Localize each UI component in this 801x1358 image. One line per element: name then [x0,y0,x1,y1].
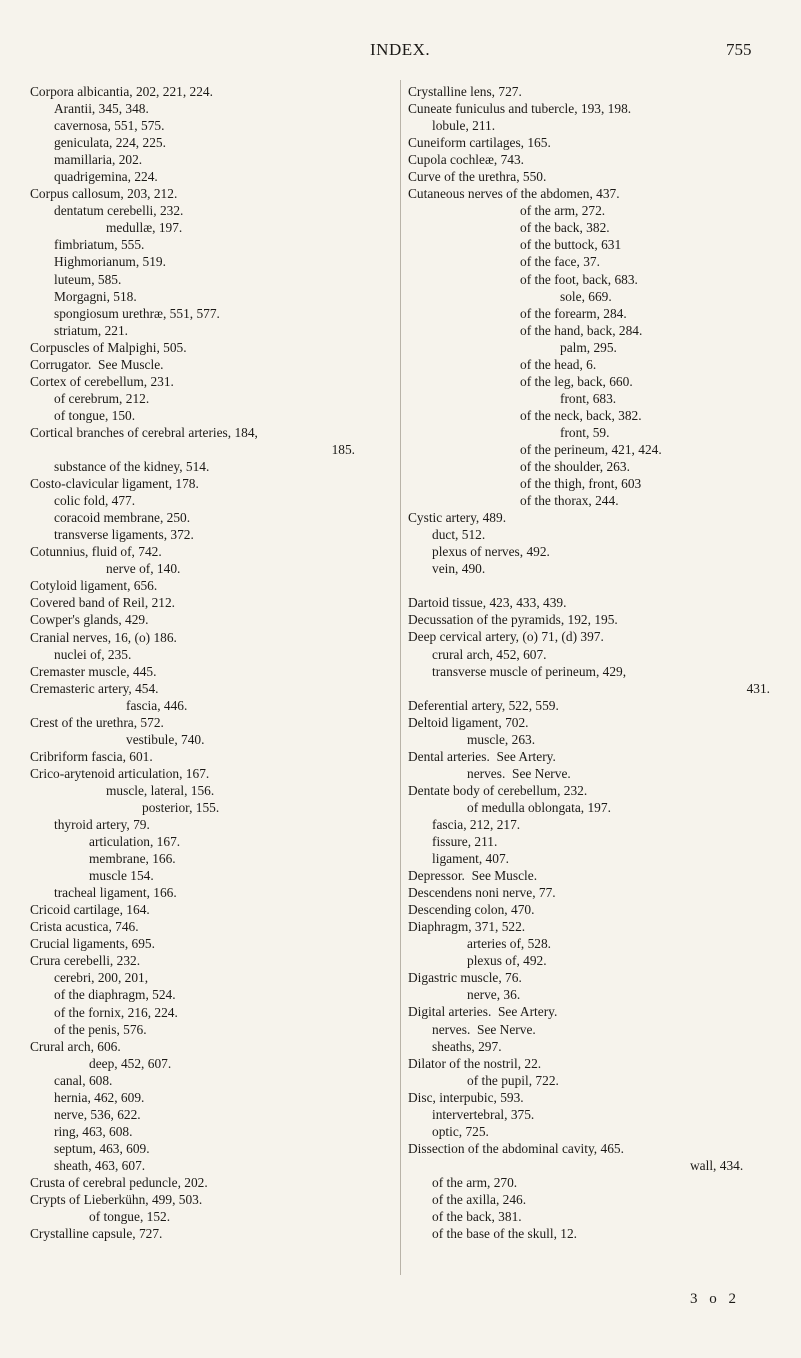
index-subentry: of the base of the skull, 12. [432,1226,578,1242]
index-subentry: septum, 463, 609. [54,1140,150,1156]
index-subentry: nuclei of, 235. [54,646,132,662]
index-entry: Dental arteries. See Artery. [408,748,556,764]
index-subentry: of the back, 381. [432,1209,522,1225]
index-subentry: crural arch, 452, 607. [432,646,547,662]
index-entry: Crucial ligaments, 695. [30,936,155,952]
index-subentry: of the arm, 270. [432,1174,518,1190]
index-entry: Cribriform fascia, 601. [30,748,153,764]
left-index-column [30,83,395,1242]
index-subentry: geniculata, 224, 225. [54,135,166,151]
index-subentry: cavernosa, 551, 575. [54,118,165,134]
index-subentry: medullæ, 197. [106,220,183,236]
index-subentry: arteries of, 528. [467,936,552,952]
index-subentry: of the thigh, front, 603 [520,476,642,492]
index-subentry: membrane, 166. [89,851,176,867]
index-subentry: of the forearm, 284. [520,305,627,321]
index-subentry: Arantii, 345, 348. [54,101,149,117]
index-entry: Crista acustica, 746. [30,919,139,935]
index-subentry: deep, 452, 607. [89,1055,172,1071]
index-entry: Covered band of Reil, 212. [30,595,176,611]
index-entry: Descendens noni nerve, 77. [408,885,556,901]
index-subentry: nerve of, 140. [106,561,181,577]
index-subentry: quadrigemina, 224. [54,169,158,185]
index-entry: Corpus callosum, 203, 212. [30,186,178,202]
index-entry: Cotunnius, fluid of, 742. [30,544,162,560]
index-subentry: articulation, 167. [89,834,181,850]
index-entry: Crusta of cerebral peduncle, 202. [30,1175,208,1190]
index-entry: Decussation of the pyramids, 192, 195. [408,612,618,628]
index-entry: Digital arteries. See Artery. [408,1004,558,1020]
index-subentry: fascia, 212, 217. [432,816,521,832]
index-subentry: of the head, 6. [520,356,597,372]
index-subentry: of the leg, back, 660. [520,373,633,389]
index-entry: Cystic artery, 489. [408,510,507,526]
index-subentry: Morgagni, 518. [54,288,137,304]
index-subentry: posterior, 155. [142,799,220,815]
index-entry: Cuneate funiculus and tubercle, 193, 198. [408,101,632,117]
index-subentry: fascia, 446. [126,697,188,713]
index-subentry: luteum, 585. [54,271,122,287]
index-entry: Deferential artery, 522, 559. [408,697,559,713]
index-entry: Cortical branches of cerebral arteries, 184, [30,424,258,440]
index-entry: Corpora albicantia, 202, 221, 224. [30,84,213,99]
index-subentry: mamillaria, 202. [54,152,143,168]
index-subentry: muscle, lateral, 156. [106,782,215,798]
index-subentry: of the perineum, 421, 424. [520,441,662,457]
index-subentry: of the diaphragm, 524. [54,987,176,1003]
index-subentry: duct, 512. [432,527,486,543]
index-subentry: of medulla oblongata, 197. [467,799,611,815]
index-entry: Dartoid tissue, 423, 433, 439. [408,595,567,611]
index-subentry: plexus of, 492. [467,953,547,969]
index-subentry: substance of the kidney, 514. [54,459,210,475]
index-subentry: cerebri, 200, 201, [54,970,149,986]
index-subentry: front, 59. [560,424,610,440]
index-entry: Crypts of Lieberkühn, 499, 503. [30,1192,203,1208]
index-subentry: of the arm, 272. [520,203,606,219]
index-subentry: of the penis, 576. [54,1021,147,1037]
index-subentry: sheaths, 297. [432,1038,502,1054]
section-gap [408,577,780,594]
index-subentry: of the axilla, 246. [432,1192,527,1207]
index-entry: Deep cervical artery, (o) 71, (d) 397. [408,629,604,645]
index-subentry: thyroid artery, 79. [54,817,150,833]
index-subentry: dentatum cerebelli, 232. [54,203,184,219]
index-entry: Cricoid cartilage, 164. [30,902,150,918]
index-entry: Cowper's glands, 429. [30,612,149,628]
index-subentry: Highmorianum, 519. [54,254,166,270]
index-subentry: of the back, 382. [520,220,610,236]
index-subentry: muscle 154. [89,868,154,884]
index-entry: Corpuscles of Malpighi, 505. [30,339,187,355]
index-subentry: 431. [746,680,770,696]
index-subentry: of the foot, back, 683. [520,271,638,287]
index-entry: Crural arch, 606. [30,1038,121,1054]
running-head: INDEX. [370,40,431,59]
index-subentry: hernia, 462, 609. [54,1089,145,1105]
right-index-column [408,83,780,1242]
index-subentry: of the fornix, 216, 224. [54,1004,178,1020]
index-entry: Cranial nerves, 16, (o) 186. [30,629,177,645]
index-subentry: transverse muscle of perineum, 429, [432,663,627,679]
index-subentry: striatum, 221. [54,322,129,338]
index-entry: Crystalline capsule, 727. [30,1226,163,1242]
index-entry: Depressor. See Muscle. [408,868,538,884]
index-subentry: intervertebral, 375. [432,1106,535,1122]
column-divider [400,80,401,1275]
index-entry: Cutaneous nerves of the abdomen, 437. [408,186,620,202]
index-subentry: canal, 608. [54,1072,113,1088]
index-subentry: of the pupil, 722. [467,1072,559,1088]
index-subentry: muscle, 263. [467,731,536,747]
index-entry: Dilator of the nostril, 22. [408,1055,542,1071]
index-entry: Dentate body of cerebellum, 232. [408,782,588,798]
index-subentry: plexus of nerves, 492. [432,544,550,560]
index-subentry: tracheal ligament, 166. [54,885,177,901]
index-subentry: of tongue, 150. [54,407,136,423]
index-subentry: front, 683. [560,390,617,406]
page-number: 755 [726,40,752,59]
index-subentry: palm, 295. [560,339,617,355]
index-subentry: of the buttock, 631 [520,237,622,253]
index-subentry: 185. [331,441,355,457]
index-subentry: fissure, 211. [432,834,498,850]
index-subentry: of the hand, back, 284. [520,322,643,338]
index-subentry: sole, 669. [560,288,612,304]
index-entry: Dissection of the abdominal cavity, 465. [408,1140,624,1156]
index-entry: Cotyloid ligament, 656. [30,578,158,594]
index-subentry: of the shoulder, 263. [520,459,630,475]
index-subentry: of the thorax, 244. [520,493,619,509]
index-subentry: vestibule, 740. [126,731,205,747]
index-subentry: transverse ligaments, 372. [54,527,194,543]
index-entry: Cupola cochleæ, 743. [408,152,525,168]
index-entry: Digastric muscle, 76. [408,970,522,986]
index-entry: Curve of the urethra, 550. [408,169,547,185]
index-subentry: nerves. See Nerve. [467,765,571,781]
index-entry: Cuneiform cartilages, 165. [408,135,551,151]
index-subentry: optic, 725. [432,1123,489,1139]
index-entry: Corrugator. See Muscle. [30,356,164,372]
index-entry: Crico-arytenoid articulation, 167. [30,765,210,781]
index-subentry: ligament, 407. [432,851,509,867]
index-entry: Crura cerebelli, 232. [30,953,141,969]
index-entry: Crest of the urethra, 572. [30,714,164,730]
index-subentry: of the neck, back, 382. [520,407,642,423]
index-subentry: spongiosum urethræ, 551, 577. [54,305,220,321]
index-subentry: wall, 434. [690,1157,744,1173]
index-subentry: nerves. See Nerve. [432,1021,536,1037]
index-entry: Diaphragm, 371, 522. [408,919,526,935]
index-subentry: of cerebrum, 212. [54,390,150,406]
index-subentry: colic fold, 477. [54,493,136,509]
index-entry: Deltoid ligament, 702. [408,714,529,730]
index-subentry: vein, 490. [432,561,486,577]
index-entry: Cortex of cerebellum, 231. [30,373,174,389]
index-entry: Descending colon, 470. [408,902,535,918]
index-subentry: ring, 463, 608. [54,1123,133,1139]
index-subentry: of tongue, 152. [89,1209,171,1225]
index-subentry: nerve, 36. [467,987,521,1003]
index-entry: Costo-clavicular ligament, 178. [30,476,199,492]
index-entry: Disc, interpubic, 593. [408,1089,524,1105]
index-subentry: coracoid membrane, 250. [54,510,191,526]
index-subentry: nerve, 536, 622. [54,1106,141,1122]
index-entry: Cremaster muscle, 445. [30,663,157,679]
index-subentry: fimbriatum, 555. [54,237,145,253]
signature-mark: 3 o 2 [690,1291,740,1307]
index-subentry: lobule, 211. [432,118,496,134]
index-entry: Crystalline lens, 727. [408,84,522,99]
index-subentry: sheath, 463, 607. [54,1157,146,1173]
index-entry: Cremasteric artery, 454. [30,680,159,696]
index-subentry: of the face, 37. [520,254,600,270]
